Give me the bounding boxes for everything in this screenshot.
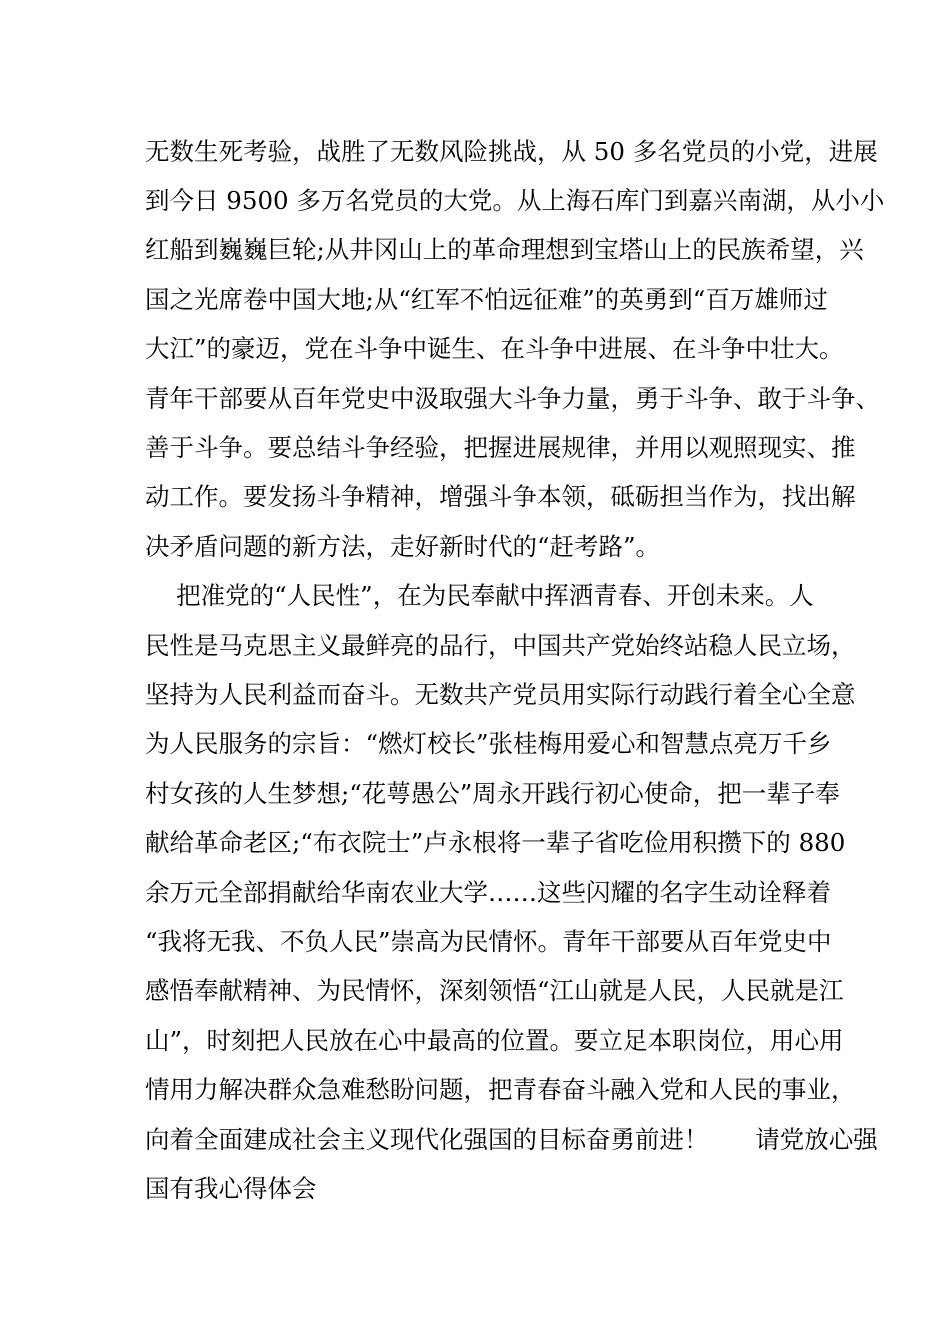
text-line: 动工作。要发扬斗争精神，增强斗争本领，砥砺担当作为，找出解: [145, 482, 856, 511]
text-line: 感悟奉献精神、为民情怀，深刻领悟“江山就是人民，人民就是江: [145, 976, 844, 1005]
text-line: “我将无我、不负人民”崇高为民情怀。青年干部要从百年党史中: [145, 927, 832, 956]
text-line: 青年干部要从百年党史中汲取强大斗争力量，勇于斗争、敢于斗争、: [145, 384, 880, 413]
text-line: 余万元全部捐献给华南农业大学……这些闪耀的名字生动诠释着: [145, 878, 831, 907]
text-line: 国之光席卷中国大地;从“红军不怕远征难”的英勇到“百万雄师过: [145, 285, 828, 314]
text-line: 红船到巍巍巨轮;从井冈山上的革命理想到宝塔山上的民族希望，兴: [145, 235, 864, 264]
text-line: 决矛盾问题的新方法，走好新时代的“赶考路”。: [145, 532, 661, 561]
text-line: 村女孩的人生梦想;“花萼愚公”周永开践行初心使命，把一辈子奉: [145, 779, 840, 808]
paragraph-start-line: 把准党的“人民性”，在为民奉献中挥洒青春、开创未来。人: [145, 581, 814, 610]
text-line: 情用力解决群众急难愁盼问题，把青春奋斗融入党和人民的事业，: [145, 1075, 856, 1104]
text-line: 山”，时刻把人民放在心中最高的位置。要立足本职岗位，用心用: [145, 1026, 844, 1055]
text-line: 献给革命老区;“布衣院士”卢永根将一辈子省吃俭用积攒下的 880: [145, 828, 846, 857]
text-line: 到今日 9500 多万名党员的大党。从上海石库门到嘉兴南湖，从小小: [145, 186, 885, 215]
text-line: 国有我心得体会: [145, 1174, 317, 1203]
text-line: 善于斗争。要总结斗争经验，把握进展规律，并用以观照现实、推: [145, 433, 856, 462]
text-line: 无数生死考验，战胜了无数风险挑战，从 50 多名党员的小党，进展: [145, 137, 878, 166]
text-line: 大江”的豪迈，党在斗争中诞生、在斗争中进展、在斗争中壮大。: [145, 334, 844, 363]
text-line: 向着全面建成社会主义现代化强国的目标奋勇前进！ 请党放心强: [145, 1125, 878, 1154]
text-line: 民性是马克思主义最鲜亮的品行，中国共产党始终站稳人民立场，: [145, 631, 856, 660]
text-line: 为人民服务的宗旨：“燃灯校长”张桂梅用爱心和智慧点亮万千乡: [145, 729, 832, 758]
text-line: 坚持为人民利益而奋斗。无数共产党员用实际行动践行着全心全意: [145, 680, 856, 709]
